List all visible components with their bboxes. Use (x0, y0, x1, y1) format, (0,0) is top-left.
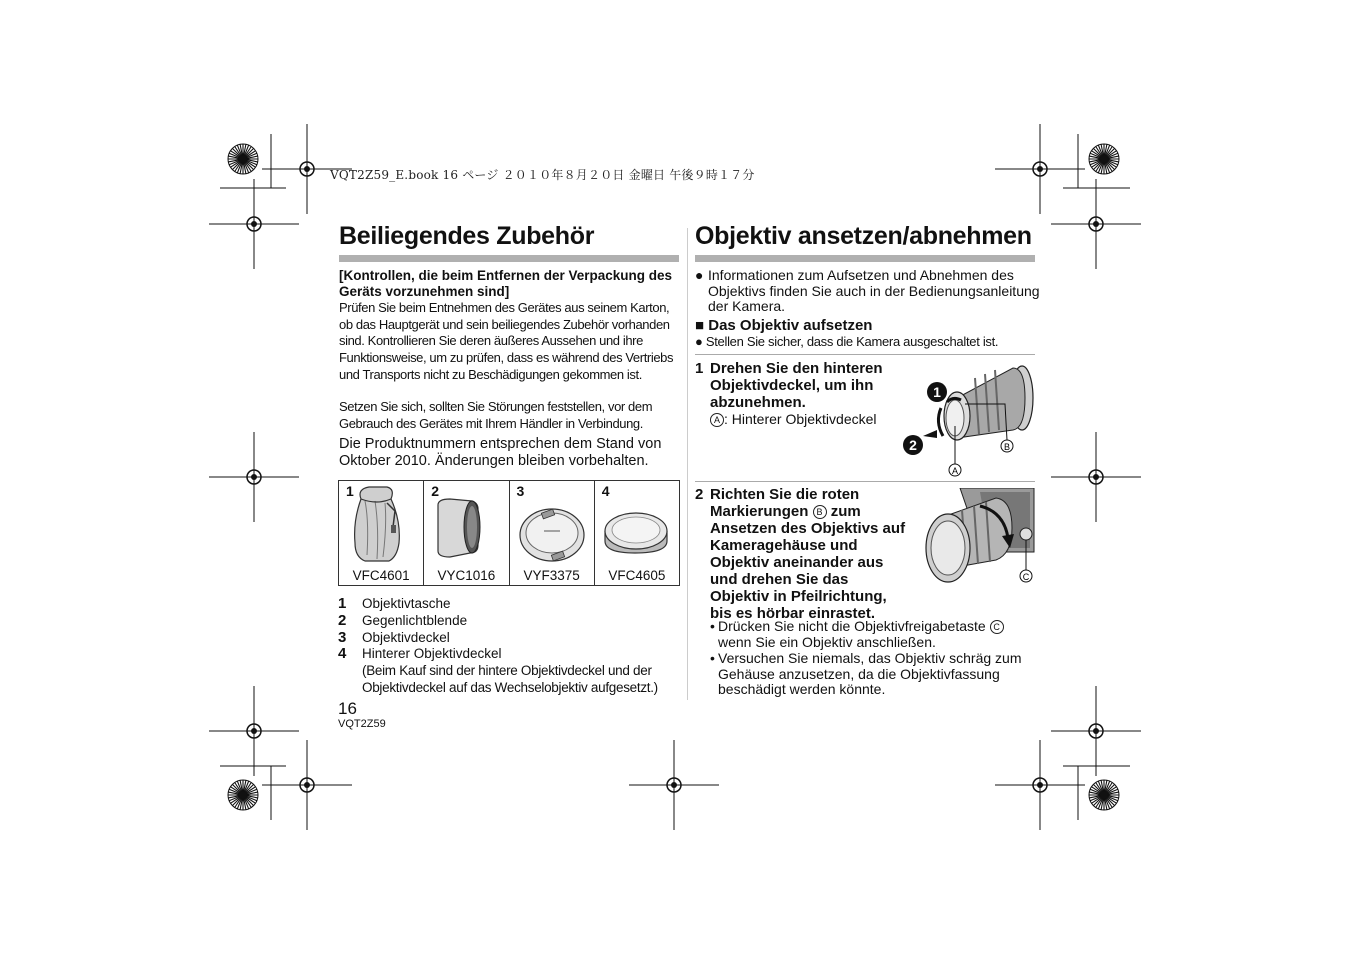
rear-cap-removal-figure (895, 360, 1040, 480)
left-page-title: Beiliegendes Zubehör (339, 222, 595, 250)
section-bullet: ● Stellen Sie sicher, dass die Kamera ausgeschaltet ist. (695, 334, 999, 349)
contact-paragraph: Setzen Sie sich, sollten Sie Störungen feststellen, vor dem Gebrauch des Gerätes mit Ihrem Händler in Verbindung. (339, 399, 653, 431)
lens-attach-figure (920, 488, 1040, 588)
step-1-label: A : Hinterer Objektivdeckel (710, 412, 905, 428)
intro-bullet: ● Informationen zum Aufsetzen und Abnehmen des Objektivs finden Sie auch in der Bedienungsanleitung der Kamera. (695, 267, 1040, 314)
accessory-code: VYF3375 (523, 568, 580, 583)
step-2-note-2: • Versuchen Sie niemals, das Objektiv schräg zum Gehäuse anzusetzen, da die Objektivfassung beschädigt werden könnte. (710, 650, 1022, 698)
right-title-rule (695, 255, 1035, 262)
square-bullet-icon: ■ (695, 317, 705, 334)
accessory-number: 2 (431, 483, 440, 499)
list-note: (Beim Kauf sind der hintere Objektivdeckel und der Objektivdeckel auf das Wechselobjektiv aufgesetzt.) (362, 663, 658, 695)
step-divider (695, 481, 1035, 482)
fig-label-a: A (951, 466, 959, 476)
list-item: 2 Gegenlichtblende (338, 611, 468, 629)
accessory-cell-lens-cap (509, 481, 594, 585)
accessory-number: 3 (516, 483, 525, 499)
fig-label-b: B (1003, 442, 1011, 452)
step-2-note-1: • Drücken Sie nicht die Objektivfreigabetaste C wenn Sie ein Objektiv anschließen. (710, 619, 1040, 650)
list-item: 3 Objektivdeckel (338, 628, 450, 646)
callout-2-label: 2 (909, 437, 917, 453)
accessory-cell-rear-cap (594, 481, 679, 585)
check-heading: [Kontrollen, die beim Entfernen der Verpackung des Geräts vorzunehmen sind] (339, 268, 673, 299)
accessories-list (338, 596, 688, 697)
model-code: VQT2Z59 (338, 718, 386, 730)
fig-label-c: C (1022, 572, 1030, 582)
check-paragraph: Prüfen Sie beim Entnehmen des Gerätes aus seinem Karton, ob das Hauptgerät und sein beiliegendes Zubehör vorhanden sind. Kontrollieren Sie deren äußeres Aussehen und ihre Funktionsweise, um zu prüfen, dass es während des Vertriebs und Transports nicht zu Beschädigungen gekommen ist. (339, 300, 674, 382)
accessory-code: VFC4601 (352, 568, 410, 583)
column-divider (687, 228, 688, 700)
left-title-rule (339, 255, 679, 262)
accessory-code: VFC4605 (608, 568, 666, 583)
right-page-title: Objektiv ansetzen/abnehmen (695, 222, 1032, 250)
callout-1-label: 1 (933, 384, 941, 400)
accessories-table (338, 480, 680, 586)
page-number: 16 (338, 699, 357, 718)
list-item: 4 Hinterer Objektivdeckel (338, 645, 502, 663)
accessory-number: 4 (601, 483, 610, 499)
section-divider (695, 354, 1035, 355)
step-1: 1 Drehen Sie den hinteren Objektivdeckel, um ihn abzunehmen. A : Hinterer Objektivdeckel (695, 360, 905, 428)
step-2: 2 Richten Sie die roten Markierungen B zum Ansetzen des Objektivs auf Kameragehäuse und Objektiv aneinander aus und drehen Sie das Objektiv in Pfeilrichtung, bis es hörbar einrastet. (695, 486, 906, 622)
product-number-note: Die Produktnummern entsprechen dem Stand von Oktober 2010. Änderungen bleiben vorbehalten. (339, 436, 662, 469)
section-heading: ■ Das Objektiv aufsetzen (695, 317, 873, 334)
accessory-number: 1 (346, 483, 354, 499)
accessory-code: VYC1016 (437, 568, 496, 583)
book-header-line: VQT2Z59_E.book 16 ページ ２０１０年８月２０日 金曜日 午後９時１７分 (330, 168, 755, 182)
accessory-cell-lens-bag (339, 481, 423, 585)
accessory-cell-lens-hood (423, 481, 508, 585)
list-item: 1 Objektivtasche (338, 595, 451, 612)
